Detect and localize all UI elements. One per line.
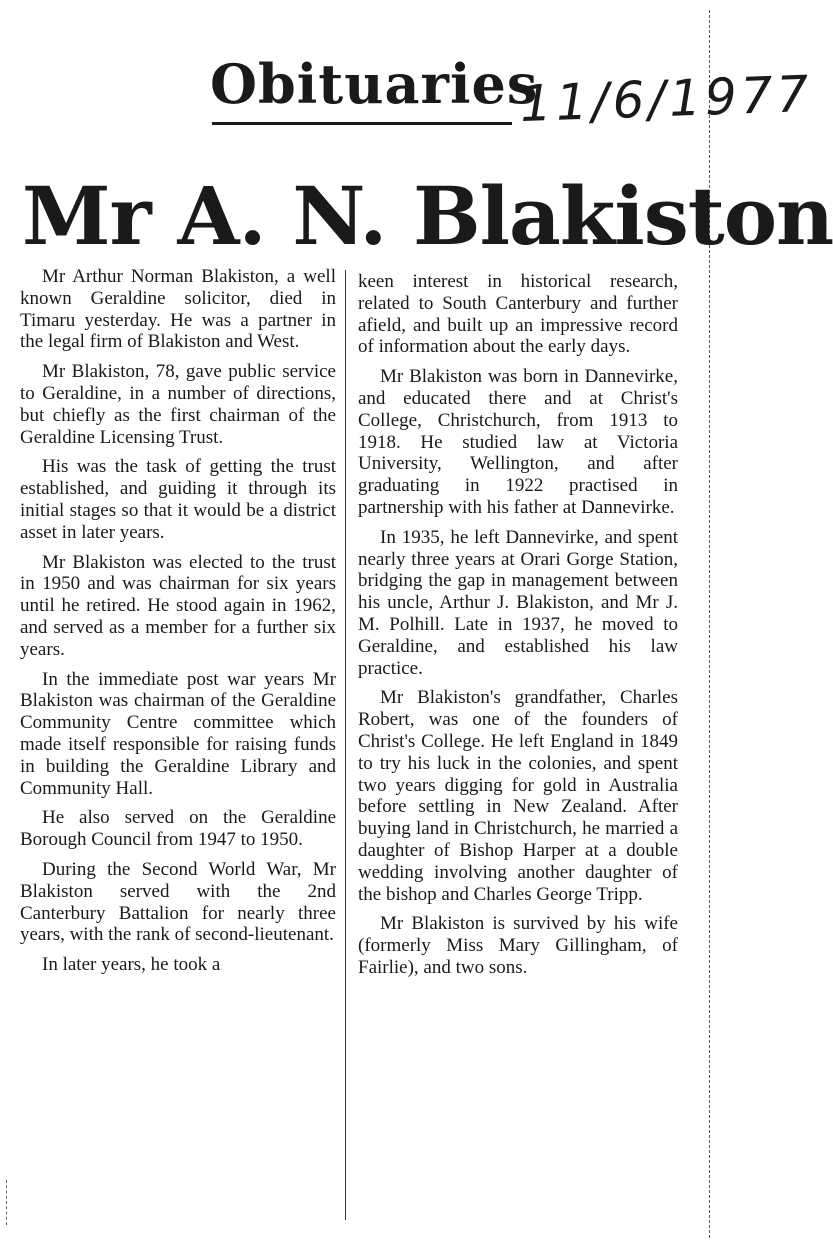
paragraph: In the immediate post war years Mr Blakiston was chairman of the Geraldine Community Centre committee which made itself responsible for raising funds in building the Geraldine Library and Community Hall. xyxy=(20,668,336,799)
left-column xyxy=(20,266,336,984)
paragraph: Mr Arthur Norman Blakiston, a well known Geraldine solicitor, died in Timaru yesterday. He was a partner in the legal firm of Blakiston and West. xyxy=(20,266,336,353)
paragraph: He also served on the Geraldine Borough Council from 1947 to 1950. xyxy=(20,807,336,851)
column-divider xyxy=(345,270,346,1220)
section-title: Obituaries xyxy=(210,52,539,116)
paragraph: In 1935, he left Dannevirke, and spent nearly three years at Orari Gorge Station, bridging the gap in management between his uncle, Arthur J. Blakiston, and Mr J. M. Polhill. Late in 1937, he moved to Geraldine, and established his law practice. xyxy=(358,526,678,679)
right-column xyxy=(358,271,678,987)
paragraph: During the Second World War, Mr Blakiston served with the 2nd Canterbury Battalion for nearly three years, with the rank of second-lieutenant. xyxy=(20,858,336,946)
paragraph: In later years, he took a xyxy=(42,954,221,976)
torn-edge-left xyxy=(6,1180,7,1225)
paragraph: His was the task of getting the trust established, and guiding it through its initial stages so that it would be a district asset in later years. xyxy=(20,456,336,543)
paragraph: keen interest in historical research, related to South Canterbury and further afield, and built up an impressive record of information about the early days. xyxy=(358,271,678,358)
paragraph: Mr Blakiston was elected to the trust in 1950 and was chairman for six years until he retired. He stood again in 1962, and served as a member for a further six years. xyxy=(20,551,336,660)
handwritten-date: 11/6/1977 xyxy=(519,64,814,134)
paragraph: Mr Blakiston, 78, gave public service to Geraldine, in a number of directions, but chiefly as the first chairman of the Geraldine Licensing Trust. xyxy=(20,361,336,448)
paragraph: Mr Blakiston is survived by his wife (formerly Miss Mary Gillingham, of Fairlie), and two sons. xyxy=(358,913,678,978)
paragraph: Mr Blakiston's grandfather, Charles Robert, was one of the founders of Christ's College. He left England in 1849 to try his luck in the colonies, and spent two years digging for gold in Australia before settling in New Zealand. After buying land in Christchurch, he married a daughter of Bishop Harper at a double wedding involving another daughter of the bishop and Charles George Tripp. xyxy=(358,687,678,905)
paragraph: Mr Blakiston was born in Dannevirke, and educated there and at Christ's College, Christchurch, from 1913 to 1918. He studied law at Victoria University, Wellington, and after graduating in 1922 practised in partnership with his father at Dannevirke. xyxy=(358,366,678,518)
headline: Mr A. N. Blakiston xyxy=(22,169,833,263)
section-title-underline xyxy=(212,122,512,125)
